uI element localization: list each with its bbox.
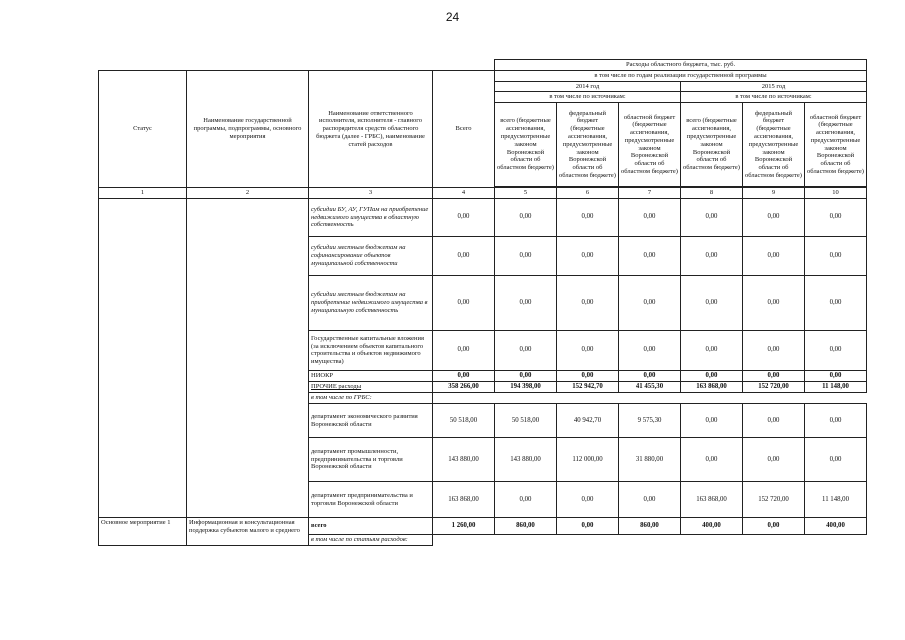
cell-value: 152 720,00	[743, 482, 805, 518]
cell-value: 0,00	[805, 198, 867, 236]
cell-value: 0,00	[681, 438, 743, 482]
cell-value: 0,00	[805, 438, 867, 482]
cell-value: 0,00	[805, 370, 867, 381]
cell-value: 860,00	[619, 518, 681, 535]
cell-value: 194 398,00	[495, 382, 557, 393]
header-col8: всего (бюджетные ассигнования, предусмотренные законом Воронежской области об областном бюджете)	[681, 103, 743, 187]
header-total: Всего	[433, 70, 495, 187]
cell-value: 0,00	[681, 198, 743, 236]
row-label: субсидии местным бюджетам на софинансирование объектов муниципальной собственности	[309, 236, 433, 275]
cell-value: 152 942,70	[557, 382, 619, 393]
header-expenses: Расходы областного бюджета, тыс. руб.	[495, 60, 867, 71]
cell-value: 0,00	[557, 482, 619, 518]
cell-value: 163 868,00	[681, 382, 743, 393]
cell-value: 41 455,30	[619, 382, 681, 393]
cell-value: 31 880,00	[619, 438, 681, 482]
cell-value: 0,00	[557, 198, 619, 236]
col-number: 3	[309, 188, 433, 199]
col-number: 9	[743, 188, 805, 199]
main-event-name: Информационная и консультационная поддержка субъектов малого и среднего	[187, 518, 309, 546]
main-event-by-articles: в том числе по статьям расходов:	[309, 535, 433, 546]
col-number: 6	[557, 188, 619, 199]
cell-value: 0,00	[619, 236, 681, 275]
cell-value: 0,00	[433, 370, 495, 381]
cell-value: 400,00	[681, 518, 743, 535]
status-cell-empty	[99, 198, 187, 517]
main-event-status: Основное мероприятие 1	[99, 518, 187, 546]
col-number: 8	[681, 188, 743, 199]
header-col7: областной бюджет (бюджетные ассигнования, предусмотренные законом Воронежской области об областном бюджете)	[619, 103, 681, 187]
cell-value: 0,00	[557, 275, 619, 330]
cell-value: 0,00	[805, 236, 867, 275]
header-program-name: Наименование государственной программы, подпрограммы, основного мероприятия	[187, 70, 309, 187]
cell-value: 0,00	[743, 518, 805, 535]
cell-value: 11 148,00	[805, 482, 867, 518]
row-label: субсидии местным бюджетам на приобретение недвижимого имущества в муниципальную собственность	[309, 275, 433, 330]
row-label: субсидии БУ, АУ, ГУПам на приобретение недвижимого имущества в областную собственность	[309, 198, 433, 236]
cell-value: 152 720,00	[743, 382, 805, 393]
cell-value: 0,00	[805, 330, 867, 370]
program-cell-empty	[187, 198, 309, 517]
header-by-sources-2014: в том числе по источникам:	[495, 92, 681, 103]
cell-value: 0,00	[743, 236, 805, 275]
row-label: в том числе по ГРБС:	[309, 393, 433, 404]
cell-value: 0,00	[619, 370, 681, 381]
cell-value: 0,00	[433, 236, 495, 275]
header-col6: федеральный бюджет (бюджетные ассигнования, предусмотренные законом Воронежской области об областном бюджете)	[557, 103, 619, 187]
header-status: Статус	[99, 70, 187, 187]
cell-value: 0,00	[433, 330, 495, 370]
row-label: департамент экономического развития Воронежской области	[309, 404, 433, 438]
cell-value: 0,00	[681, 275, 743, 330]
cell-value: 0,00	[743, 275, 805, 330]
row-label: ПРОЧИЕ расходы	[309, 382, 433, 393]
cell-value: 0,00	[681, 330, 743, 370]
cell-value: 0,00	[433, 275, 495, 330]
header-col10: областной бюджет (бюджетные ассигнования, предусмотренные законом Воронежской области об областном бюджете)	[805, 103, 867, 187]
cell-value: 0,00	[495, 275, 557, 330]
col-number: 2	[187, 188, 309, 199]
cell-value: 0,00	[557, 518, 619, 535]
cell-value: 400,00	[805, 518, 867, 535]
cell-value: 143 880,00	[433, 438, 495, 482]
cell-value: 0,00	[805, 275, 867, 330]
cell-value: 0,00	[681, 404, 743, 438]
main-event-row	[99, 518, 867, 535]
cell-value: 0,00	[743, 370, 805, 381]
cell-value: 112 000,00	[557, 438, 619, 482]
cell-value: 0,00	[743, 404, 805, 438]
cell-value: 0,00	[743, 438, 805, 482]
cell-value: 163 868,00	[681, 482, 743, 518]
col-number: 5	[495, 188, 557, 199]
column-numbers-row	[99, 188, 867, 199]
cell-value: 50 518,00	[495, 404, 557, 438]
col-number: 4	[433, 188, 495, 199]
cell-value: 358 266,00	[433, 382, 495, 393]
empty-cell	[433, 393, 867, 404]
cell-value: 0,00	[619, 198, 681, 236]
cell-value: 0,00	[681, 236, 743, 275]
header-col5: всего (бюджетные ассигнования, предусмотренные законом Воронежской области об областном бюджете)	[495, 103, 557, 187]
cell-value: 0,00	[495, 330, 557, 370]
cell-value: 50 518,00	[433, 404, 495, 438]
cell-value: 860,00	[495, 518, 557, 535]
cell-value: 1 260,00	[433, 518, 495, 535]
page-number: 24	[445, 10, 460, 24]
cell-value: 0,00	[495, 236, 557, 275]
empty-cell	[433, 535, 867, 546]
cell-value: 143 880,00	[495, 438, 557, 482]
header-year-2014: 2014 год	[495, 81, 681, 92]
row-label: департамент промышленности, предпринимательства и торговли Воронежской области	[309, 438, 433, 482]
col-number: 1	[99, 188, 187, 199]
col-number: 10	[805, 188, 867, 199]
header-by-years: в том числе по годам реализации государственной программы	[495, 70, 867, 81]
cell-value: 0,00	[619, 482, 681, 518]
cell-value: 0,00	[743, 198, 805, 236]
cell-value: 11 148,00	[805, 382, 867, 393]
row-label: департамент предпринимательства и торговли Воронежской области	[309, 482, 433, 518]
cell-value: 0,00	[495, 370, 557, 381]
cell-value: 0,00	[495, 482, 557, 518]
header-year-2015: 2015 год	[681, 81, 867, 92]
cell-value: 40 942,70	[557, 404, 619, 438]
budget-table	[98, 59, 867, 546]
cell-value: 0,00	[619, 330, 681, 370]
header-executor: Наименование ответственного исполнителя, исполнителя - главного распорядителя средств областного бюджета (далее - ГРБС), наименование статей расходов	[309, 70, 433, 187]
main-event-total-label: всего	[309, 518, 433, 535]
cell-value: 0,00	[557, 330, 619, 370]
header-col9: федеральный бюджет (бюджетные ассигнования, предусмотренные законом Воронежской области об областном бюджете)	[743, 103, 805, 187]
cell-value: 0,00	[743, 330, 805, 370]
cell-value: 9 575,30	[619, 404, 681, 438]
row-label: Государственные капитальные вложения (за исключением объектов капитального строительства и объектов недвижимого имущества)	[309, 330, 433, 370]
cell-value: 0,00	[619, 275, 681, 330]
header-by-sources-2015: в том числе по источникам:	[681, 92, 867, 103]
cell-value: 163 868,00	[433, 482, 495, 518]
cell-value: 0,00	[557, 236, 619, 275]
cell-value: 0,00	[557, 370, 619, 381]
row-label: НИОКР	[309, 370, 433, 381]
cell-value: 0,00	[805, 404, 867, 438]
cell-value: 0,00	[495, 198, 557, 236]
cell-value: 0,00	[681, 370, 743, 381]
table-row	[99, 198, 867, 236]
cell-value: 0,00	[433, 198, 495, 236]
col-number: 7	[619, 188, 681, 199]
